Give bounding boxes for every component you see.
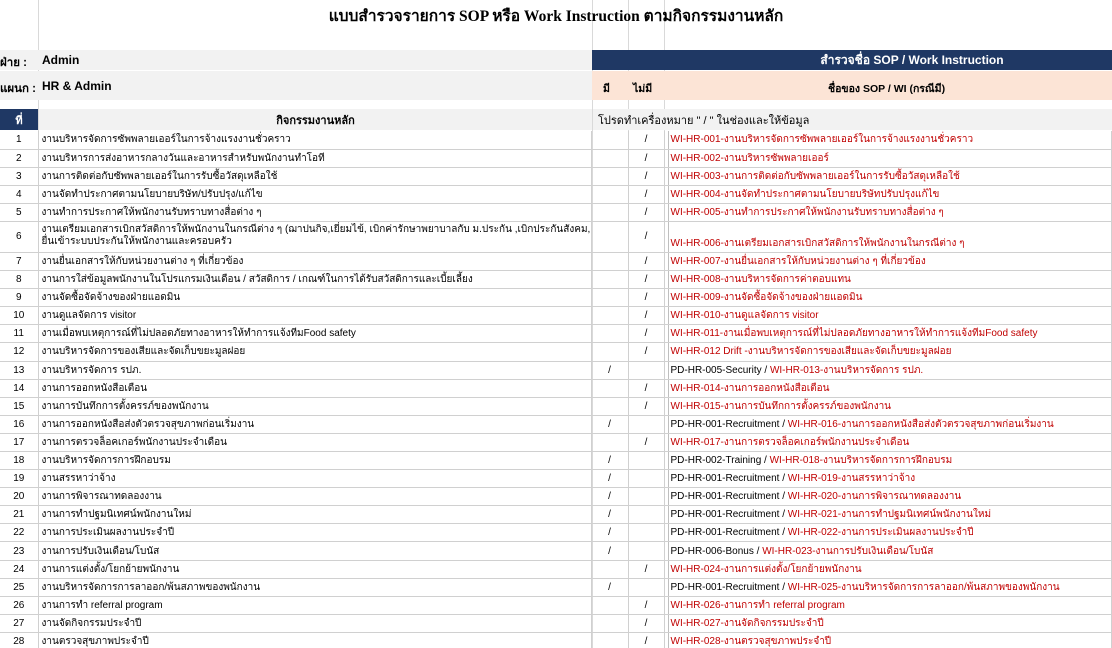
activity-cell[interactable]: งานบริหารจัดการซัพพลายเออร์ในการจ้างแรงงานชั่วคราว — [38, 131, 591, 149]
no-mark-cell[interactable] — [628, 470, 664, 488]
doc-name-cell[interactable] — [668, 524, 1112, 542]
yes-mark-cell[interactable] — [591, 167, 628, 185]
no-mark-cell[interactable]: / — [628, 185, 664, 203]
wi-reference: WI-HR-021-งานการทำปฐมนิเทศน์พนักงานใหม่ — [787, 509, 992, 521]
activity-cell[interactable]: งานการพิจารณาทดลองงาน — [38, 488, 591, 506]
activity-cell[interactable]: งานสรรหาว่าจ้าง — [38, 470, 591, 488]
doc-name-cell[interactable] — [668, 578, 1112, 596]
no-mark-cell[interactable]: / — [628, 221, 664, 252]
wi-reference: WI-HR-024-งานการแต่งตั้ง/โยกย้ายพนักงาน — [670, 563, 862, 575]
no-mark-cell[interactable]: / — [628, 271, 664, 289]
col-yes-header: มี — [603, 83, 610, 95]
row-number: 15 — [0, 397, 38, 415]
table-row — [0, 149, 1112, 167]
wi-reference: WI-HR-005-งานทำการประกาศให้พนักงานรับทราบทางสื่อต่าง ๆ — [670, 206, 944, 218]
doc-name-cell[interactable] — [668, 596, 1112, 614]
yes-mark-cell[interactable] — [591, 379, 628, 397]
yes-mark-cell[interactable]: / — [591, 361, 628, 379]
pd-reference: PD-HR-005-Security / — [670, 364, 770, 376]
wi-reference: WI-HR-008-งานบริหารจัดการค่าตอบแทน — [670, 274, 851, 286]
activity-cell[interactable]: งานบริหารจัดการของเสียและจัดเก็บขยะมูลฝอย — [38, 343, 591, 361]
table-row — [0, 325, 1112, 343]
col-number-header: ที่ — [0, 109, 38, 130]
wi-reference: WI-HR-009-งานจัดซื้อจัดจ้างของฝ่ายแอดมิน — [670, 292, 863, 304]
yes-mark-cell[interactable] — [591, 614, 628, 632]
section-value[interactable]: HR & Admin — [42, 79, 112, 93]
yes-mark-cell[interactable] — [591, 271, 628, 289]
pd-reference: PD-HR-001-Recruitment / — [670, 527, 788, 539]
doc-name-cell[interactable] — [668, 433, 1112, 451]
table-row — [0, 524, 1112, 542]
doc-name-cell[interactable] — [668, 325, 1112, 343]
table-row — [0, 452, 1112, 470]
doc-name-cell[interactable] — [668, 271, 1112, 289]
yes-mark-cell[interactable] — [591, 343, 628, 361]
col-activity-header: กิจกรรมงานหลัก — [39, 109, 592, 130]
table-row — [0, 343, 1112, 361]
table-row — [0, 578, 1112, 596]
no-mark-cell[interactable]: / — [628, 614, 664, 632]
doc-name-cell[interactable] — [668, 203, 1112, 221]
activity-cell[interactable]: งานการบันทึกการตั้งครรภ์ของพนักงาน — [38, 397, 591, 415]
activity-cell[interactable]: งานบริหารจัดการการลาออก/พ้นสภาพของพนักงาน — [38, 578, 591, 596]
doc-name-cell[interactable] — [668, 632, 1112, 648]
table-row — [0, 379, 1112, 397]
no-mark-cell[interactable]: / — [628, 252, 664, 270]
yes-mark-cell[interactable]: / — [591, 524, 628, 542]
no-mark-cell[interactable]: / — [628, 131, 664, 149]
table-row — [0, 361, 1112, 379]
yes-mark-cell[interactable] — [591, 632, 628, 648]
activity-cell[interactable]: งานจัดซื้อจัดจ้างของฝ่ายแอดมิน — [38, 289, 591, 307]
table-row — [0, 307, 1112, 325]
row-number: 4 — [0, 185, 38, 203]
table-row — [0, 433, 1112, 451]
activity-cell[interactable]: งานการติดต่อกับซัพพลายเออร์ในการรับซื้อวัสดุเหลือใช้ — [38, 167, 591, 185]
activity-cell[interactable]: งานตรวจสุขภาพประจำปี — [38, 632, 591, 648]
doc-name-cell[interactable] — [668, 252, 1112, 270]
table-row — [0, 221, 1112, 252]
yes-mark-cell[interactable]: / — [591, 470, 628, 488]
wi-reference: WI-HR-010-งานดูแลจัดการ visitor — [670, 310, 819, 322]
yes-mark-cell[interactable] — [591, 185, 628, 203]
page-title: แบบสำรวจรายการ SOP หรือ Work Instruction ตามกิจกรรมงานหลัก — [328, 8, 784, 25]
wi-reference: WI-HR-022-งานการประเมินผลงานประจำปี — [787, 527, 974, 539]
no-mark-cell[interactable]: / — [628, 343, 664, 361]
doc-name-cell[interactable] — [668, 361, 1112, 379]
table-row — [0, 415, 1112, 433]
no-mark-cell[interactable]: / — [628, 397, 664, 415]
activity-cell[interactable]: งานยื่นเอกสารให้กับหน่วยงานต่าง ๆ ที่เกี่ยวข้อง — [38, 252, 591, 270]
activity-cell[interactable]: งานการทำ referral program — [38, 596, 591, 614]
table-row — [0, 542, 1112, 560]
yes-mark-cell[interactable] — [591, 596, 628, 614]
activity-cell[interactable]: งานการออกหนังสือส่งตัวตรวจสุขภาพก่อนเริ่มงาน — [38, 415, 591, 433]
activity-cell[interactable]: งานการทำปฐมนิเทศน์พนักงานใหม่ — [38, 506, 591, 524]
activity-cell[interactable]: งานจัดทำประกาศตามนโยบายบริษัท/ปรับปรุง/แก้ไข — [38, 185, 591, 203]
doc-name-cell[interactable] — [668, 185, 1112, 203]
doc-name-cell[interactable] — [668, 149, 1112, 167]
yes-mark-cell[interactable]: / — [591, 415, 628, 433]
wi-reference: WI-HR-027-งานจัดกิจกรรมประจำปี — [670, 617, 824, 629]
doc-name-cell[interactable] — [668, 307, 1112, 325]
doc-name-cell[interactable] — [668, 542, 1112, 560]
wi-reference: WI-HR-006-งานเตรียมเอกสารเบิกสวัสดิการให้พนักงานในกรณีต่าง ๆ — [670, 237, 965, 249]
department-value[interactable]: Admin — [42, 53, 80, 67]
yes-mark-cell[interactable] — [591, 433, 628, 451]
no-mark-cell[interactable]: / — [628, 167, 664, 185]
wi-reference: WI-HR-007-งานยื่นเอกสารให้กับหน่วยงานต่าง ๆ ที่เกี่ยวข้อง — [670, 256, 926, 268]
activity-cell[interactable]: งานจัดกิจกรรมประจำปี — [38, 614, 591, 632]
activity-cell[interactable]: งานการแต่งตั้ง/โยกย้ายพนักงาน — [38, 560, 591, 578]
row-number: 21 — [0, 506, 38, 524]
section-label: แผนก : — [0, 83, 36, 95]
doc-name-cell[interactable] — [668, 131, 1112, 149]
row-number: 6 — [0, 221, 38, 252]
activity-cell[interactable]: งานบริหารจัดการ รปภ. — [38, 361, 591, 379]
activity-cell[interactable]: งานเมื่อพบเหตุการณ์ที่ไม่ปลอดภัยทางอาหารให้ทำการแจ้งทีมFood safety — [38, 325, 591, 343]
activity-cell[interactable]: งานการใส่ข้อมูลพนักงานในโปรแกรมเงินเดือน / สวัสดิการ / เกณฑ์ในการได้รับสวัสดิการและเบี้ยเลี้ยง — [38, 271, 591, 289]
survey-subheader — [592, 71, 1112, 100]
wi-reference: WI-HR-023-งานการปรับเงินเดือน/โบนัส — [762, 545, 934, 557]
no-mark-cell[interactable]: / — [628, 289, 664, 307]
yes-mark-cell[interactable] — [591, 560, 628, 578]
table-row — [0, 203, 1112, 221]
yes-mark-cell[interactable] — [591, 252, 628, 270]
wi-reference: WI-HR-016-งานการออกหนังสือส่งตัวตรวจสุขภาพก่อนเริ่มงาน — [787, 418, 1054, 430]
yes-mark-cell[interactable]: / — [591, 506, 628, 524]
yes-mark-cell[interactable]: / — [591, 488, 628, 506]
no-mark-cell[interactable]: / — [628, 203, 664, 221]
no-mark-cell[interactable]: / — [628, 379, 664, 397]
no-mark-cell[interactable] — [628, 506, 664, 524]
yes-mark-cell[interactable]: / — [591, 542, 628, 560]
doc-name-cell[interactable] — [668, 397, 1112, 415]
doc-name-cell[interactable] — [668, 167, 1112, 185]
doc-name-cell[interactable] — [668, 343, 1112, 361]
row-number: 13 — [0, 361, 38, 379]
table-row — [0, 167, 1112, 185]
row-number: 25 — [0, 578, 38, 596]
row-number: 11 — [0, 325, 38, 343]
wi-reference: WI-HR-025-งานบริหารจัดการการลาออก/พ้นสภาพของพนักงาน — [787, 581, 1060, 593]
yes-mark-cell[interactable]: / — [591, 578, 628, 596]
pd-reference: PD-HR-006-Bonus / — [670, 545, 763, 557]
no-mark-cell[interactable]: / — [628, 307, 664, 325]
no-mark-cell[interactable]: / — [628, 433, 664, 451]
table-row — [0, 470, 1112, 488]
doc-name-cell[interactable] — [668, 379, 1112, 397]
pd-reference: PD-HR-001-Recruitment / — [670, 491, 788, 503]
wi-reference: WI-HR-019-งานสรรหาว่าจ้าง — [787, 473, 916, 485]
activity-cell[interactable]: งานบริหารจัดการการฝึกอบรม — [38, 452, 591, 470]
yes-mark-cell[interactable] — [591, 203, 628, 221]
row-number: 19 — [0, 470, 38, 488]
yes-mark-cell[interactable] — [591, 397, 628, 415]
row-number: 26 — [0, 596, 38, 614]
table-row — [0, 271, 1112, 289]
yes-mark-cell[interactable]: / — [591, 452, 628, 470]
row-number: 14 — [0, 379, 38, 397]
table-row — [0, 397, 1112, 415]
wi-reference: WI-HR-017-งานการตรวจล็อคเกอร์พนักงานประจำเดือน — [670, 436, 910, 448]
row-number: 5 — [0, 203, 38, 221]
no-mark-cell[interactable] — [628, 361, 664, 379]
yes-mark-cell[interactable] — [591, 131, 628, 149]
department-row — [0, 50, 592, 70]
row-number: 23 — [0, 542, 38, 560]
pd-reference: PD-HR-001-Recruitment / — [670, 509, 788, 521]
wi-reference: WI-HR-015-งานการบันทึกการตั้งครรภ์ของพนักงาน — [670, 400, 892, 412]
sop-table — [0, 131, 1112, 648]
doc-name-cell[interactable] — [668, 289, 1112, 307]
row-number: 16 — [0, 415, 38, 433]
wi-reference: WI-HR-014-งานการออกหนังสือเตือน — [670, 382, 830, 394]
survey-header: สำรวจชื่อ SOP / Work Instruction — [592, 50, 1112, 70]
row-number: 18 — [0, 452, 38, 470]
row-number: 7 — [0, 252, 38, 270]
activity-cell[interactable]: งานการประเมินผลงานประจำปี — [38, 524, 591, 542]
pd-reference: PD-HR-001-Recruitment / — [670, 473, 788, 485]
wi-reference: WI-HR-011-งานเมื่อพบเหตุการณ์ที่ไม่ปลอดภัยทางอาหารให้ทำการแจ้งทีมFood safety — [670, 328, 1038, 340]
wi-reference: WI-HR-026-งานการทำ referral program — [670, 599, 845, 611]
no-mark-cell[interactable]: / — [628, 325, 664, 343]
doc-name-cell[interactable] — [668, 221, 1112, 252]
table-row — [0, 506, 1112, 524]
pd-reference: PD-HR-002-Training / — [670, 455, 770, 467]
row-number: 22 — [0, 524, 38, 542]
yes-mark-cell[interactable] — [591, 149, 628, 167]
wi-reference: WI-HR-012 Drift -งานบริหารจัดการของเสียและจัดเก็บขยะมูลฝอย — [670, 346, 952, 358]
no-mark-cell[interactable]: / — [628, 149, 664, 167]
department-label: ฝ่าย : — [0, 57, 27, 69]
no-mark-cell[interactable] — [628, 578, 664, 596]
wi-reference: WI-HR-020-งานการพิจารณาทดลองงาน — [787, 491, 962, 503]
doc-name-cell[interactable] — [668, 506, 1112, 524]
wi-reference: WI-HR-004-งานจัดทำประกาศตามนโยบายบริษัทปรับปรุงแก้ไข — [670, 188, 940, 200]
yes-mark-cell[interactable] — [591, 307, 628, 325]
activity-cell[interactable]: งานการออกหนังสือเตือน — [38, 379, 591, 397]
table-row — [0, 488, 1112, 506]
row-number: 28 — [0, 632, 38, 648]
wi-reference: WI-HR-001-งานบริหารจัดการซัพพลายเออร์ในการจ้างแรงงานชั่วคราว — [670, 134, 974, 146]
activity-cell[interactable]: งานทำการประกาศให้พนักงานรับทราบทางสื่อต่าง ๆ — [38, 203, 591, 221]
row-number: 9 — [0, 289, 38, 307]
yes-mark-cell[interactable] — [591, 221, 628, 252]
table-row — [0, 560, 1112, 578]
doc-name-cell[interactable] — [668, 488, 1112, 506]
yes-mark-cell[interactable] — [591, 325, 628, 343]
row-number: 10 — [0, 307, 38, 325]
yes-mark-cell[interactable] — [591, 289, 628, 307]
doc-name-cell[interactable] — [668, 560, 1112, 578]
activity-cell[interactable]: งานเตรียมเอกสารเบิกสวัสดิการให้พนักงานในกรณีต่าง ๆ (ฌาปนกิจ,เยี่ยมไข้, เบิกค่ารักษาพยาบาลกับ ม.ประกัน ,เบิกประกันสังคม, ยื่นเข้าระบบประกันให้พนักงานและครอบครัว — [38, 221, 591, 252]
no-mark-cell[interactable] — [628, 524, 664, 542]
wi-reference: WI-HR-018-งานบริหารจัดการการฝึกอบรม — [769, 455, 953, 467]
no-mark-cell[interactable] — [628, 488, 664, 506]
row-number: 20 — [0, 488, 38, 506]
activity-cell[interactable]: งานบริหารการส่งอาหารกลางวันและอาหารสำหรับพนักงานทำโอที — [38, 149, 591, 167]
table-row — [0, 614, 1112, 632]
no-mark-cell[interactable]: / — [628, 560, 664, 578]
wi-reference: WI-HR-028-งานตรวจสุขภาพประจำปี — [670, 635, 832, 647]
row-number: 17 — [0, 433, 38, 451]
table-row — [0, 632, 1112, 648]
pd-reference: PD-HR-001-Recruitment / — [670, 581, 788, 593]
activity-cell[interactable]: งานการตรวจล็อคเกอร์พนักงานประจำเดือน — [38, 433, 591, 451]
doc-name-cell[interactable] — [668, 470, 1112, 488]
row-number: 3 — [0, 167, 38, 185]
pd-reference: PD-HR-001-Recruitment / — [670, 418, 788, 430]
no-mark-cell[interactable]: / — [628, 596, 664, 614]
wi-reference: WI-HR-002-งานบริหารซัพพลายเออร์ — [670, 152, 829, 164]
table-row — [0, 289, 1112, 307]
table-row — [0, 185, 1112, 203]
activity-cell[interactable]: งานการปรับเงินเดือน/โบนัส — [38, 542, 591, 560]
table-row — [0, 252, 1112, 270]
activity-cell[interactable]: งานดูแลจัดการ visitor — [38, 307, 591, 325]
no-mark-cell[interactable] — [628, 415, 664, 433]
wi-reference: WI-HR-013-งานบริหารจัดการ รปภ. — [769, 364, 924, 376]
doc-name-cell[interactable] — [668, 614, 1112, 632]
row-number: 12 — [0, 343, 38, 361]
doc-name-cell[interactable] — [668, 415, 1112, 433]
row-number: 1 — [0, 131, 38, 149]
no-mark-cell[interactable] — [628, 542, 664, 560]
row-number: 27 — [0, 614, 38, 632]
col-doc-header: ชื่อของ SOP / WI (กรณีมี) — [828, 83, 946, 95]
no-mark-cell[interactable] — [628, 452, 664, 470]
doc-name-cell[interactable] — [668, 452, 1112, 470]
row-number: 8 — [0, 271, 38, 289]
row-number: 24 — [0, 560, 38, 578]
table-row — [0, 131, 1112, 149]
col-no-header: ไม่มี — [633, 83, 653, 95]
row-number: 2 — [0, 149, 38, 167]
no-mark-cell[interactable]: / — [628, 632, 664, 648]
table-row — [0, 596, 1112, 614]
wi-reference: WI-HR-003-งานการติดต่อกับซัพพลายเออร์ในการรับซื้อวัสดุเหลือใช้ — [670, 170, 960, 182]
col-instruction-header: โปรดทำเครื่องหมาย " / " ในช่องและให้ข้อมูล — [593, 109, 1112, 130]
